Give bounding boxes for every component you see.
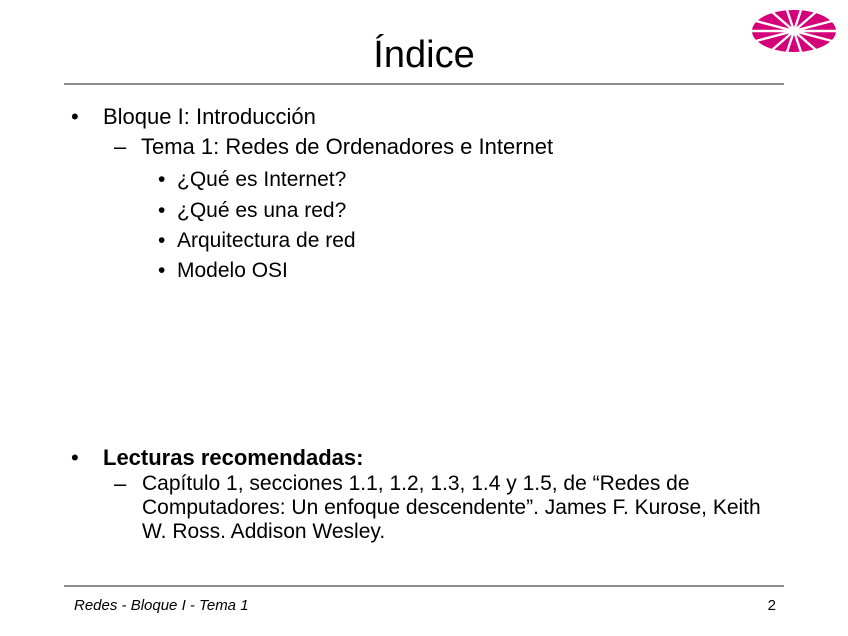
- level2-bullet: –: [114, 471, 127, 496]
- readings-heading: Lecturas recomendadas:: [103, 445, 364, 470]
- level2-bullet: –: [114, 134, 127, 159]
- footer-course: Redes - Bloque I - Tema 1: [74, 597, 249, 614]
- block-item: Bloque I: Introducción: [103, 104, 316, 129]
- level3-bullet: •: [158, 259, 166, 282]
- level3-bullet: •: [158, 199, 166, 222]
- page-number: 2: [767, 597, 776, 614]
- subtopic-item: Modelo OSI: [177, 259, 288, 282]
- level3-bullet: •: [158, 168, 166, 191]
- page-title: Índice: [373, 34, 475, 76]
- subtopic-item: Arquitectura de red: [177, 229, 356, 252]
- level1-bullet: •: [71, 104, 79, 129]
- subtopic-item: ¿Qué es Internet?: [177, 168, 347, 191]
- footer-divider: [64, 585, 784, 587]
- subtopic-item: ¿Qué es una red?: [177, 199, 347, 222]
- topic-item: Tema 1: Redes de Ordenadores e Internet: [141, 134, 554, 159]
- level3-bullet: •: [158, 229, 166, 252]
- level1-bullet: •: [71, 445, 79, 470]
- readings-text: Capítulo 1, secciones 1.1, 1.2, 1.3, 1.4 y 1.5, de “Redes de Computadores: Un enfoque descendente”. James F. Kurose, Keith W. Ross. Addison Wesley.: [142, 472, 761, 543]
- title-divider: [64, 83, 784, 85]
